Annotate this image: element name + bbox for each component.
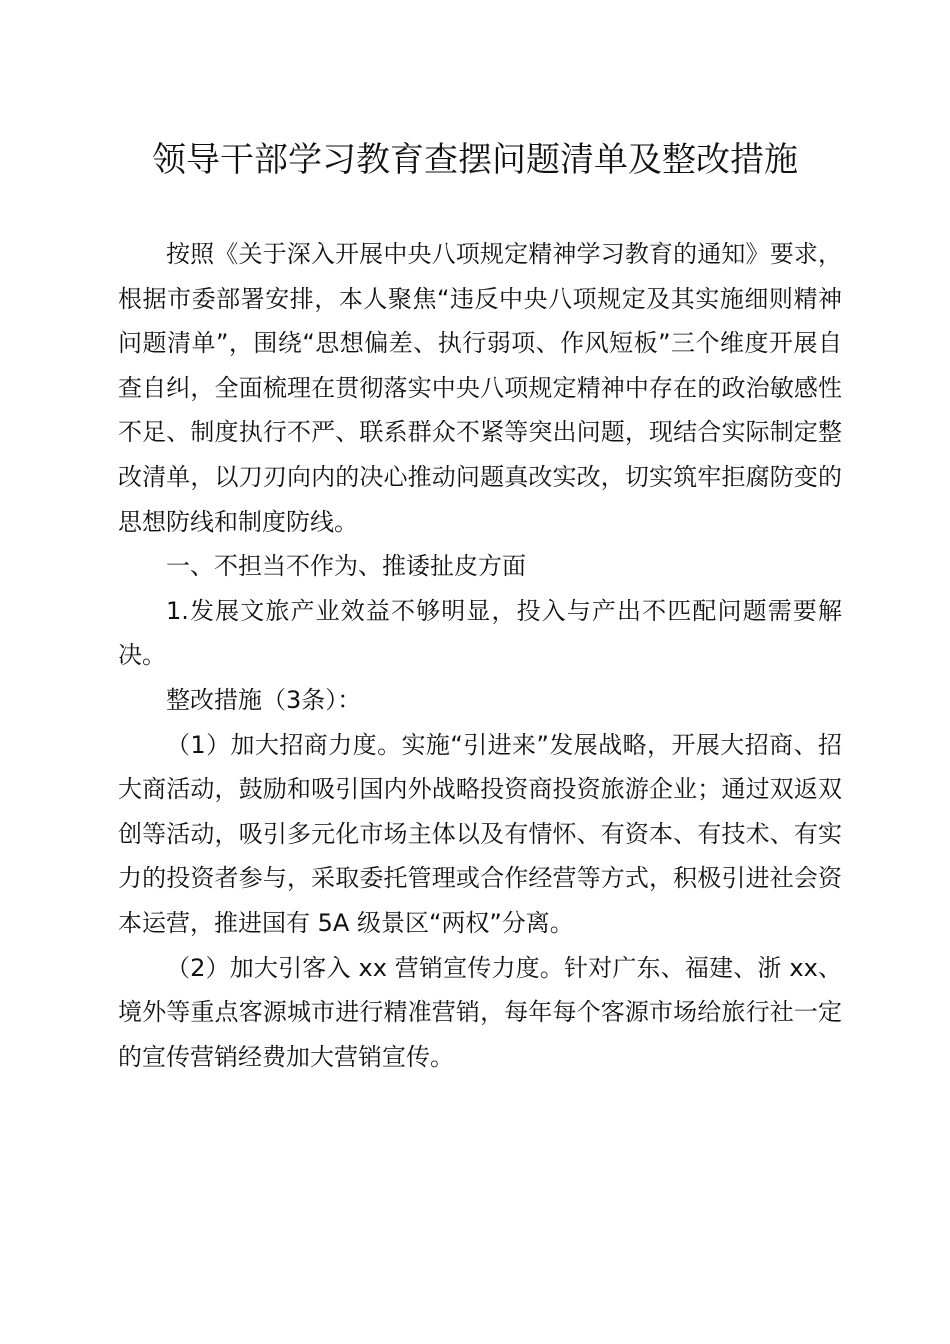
- measure-item: （2）加大引客入 xx 营销宣传力度。针对广东、福建、浙 xx、境外等重点客源城市进行精准营销，每年每个客源市场给旅行社一定的宣传营销经费加大营销宣传。: [118, 953, 842, 1071]
- document-title: 领导干部学习教育查摆问题清单及整改措施: [152, 140, 798, 180]
- section-heading: 一、不担当不作为、推诿扯皮方面: [166, 552, 526, 581]
- measures-heading: 整改措施（3条）：: [166, 685, 362, 714]
- document-body: [118, 232, 842, 1079]
- measure-item: （1）加大招商力度。实施“引进来”发展战略，开展大招商、招大商活动，鼓励和吸引国内外战略投资商投资旅游企业；通过双返双创等活动，吸引多元化市场主体以及有情怀、有资本、有技术、有实力的投资者参与，采取委托管理或合作经营等方式，积极引进社会资本运营，推进国有 5A 级景区“两权”分离。: [118, 730, 842, 937]
- intro-paragraph: 按照《关于深入开展中央八项规定精神学习教育的通知》要求，根据市委部署安排，本人聚焦“违反中央八项规定及其实施细则精神问题清单”，围绕“思想偏差、执行弱项、作风短板”三个维度开展自查自纠，全面梳理在贯彻落实中央八项规定精神中存在的政治敏感性不足、制度执行不严、联系群众不紧等突出问题，现结合实际制定整改清单，以刀刃向内的决心推动问题真改实改，切实筑牢拒腐防变的思想防线和制度防线。: [118, 240, 842, 536]
- problem-item: 1.发展文旅产业效益不够明显，投入与产出不匹配问题需要解决。: [118, 596, 842, 670]
